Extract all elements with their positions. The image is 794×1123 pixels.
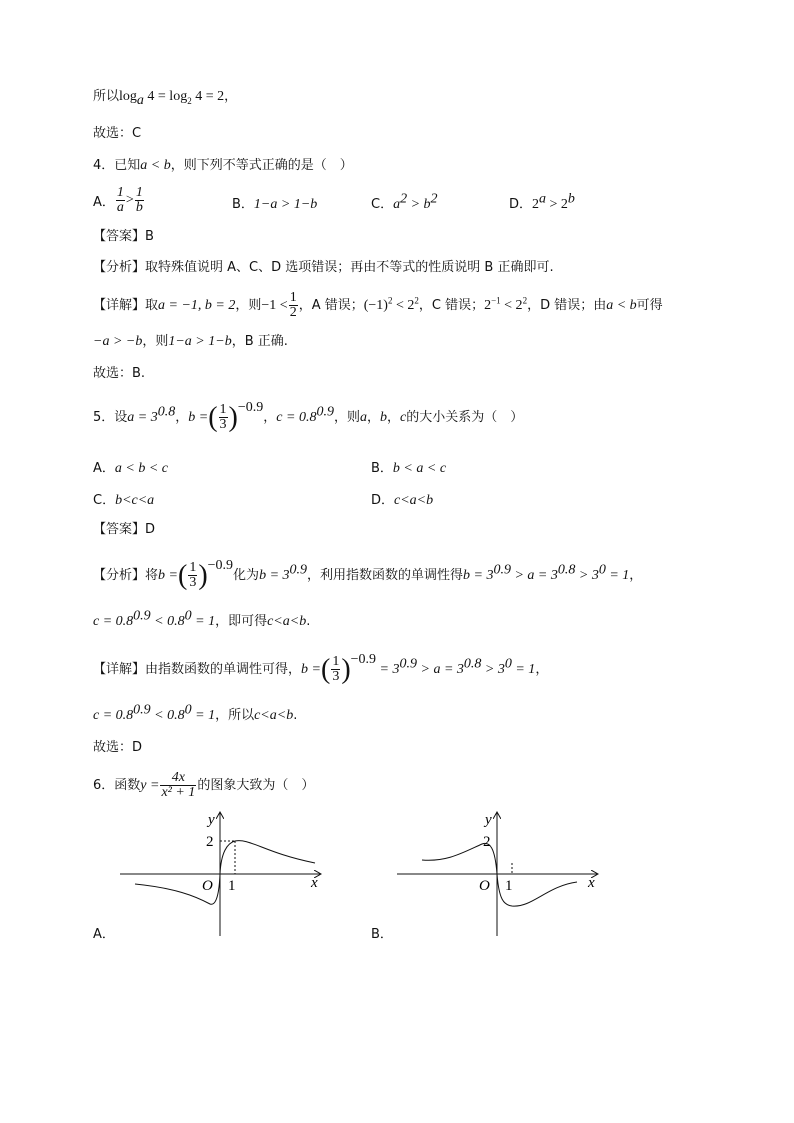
prev-conclusion-line: 所以$\log_a 4 = \log_2 4 = 2$， <box>93 89 238 108</box>
x-tick-label: 1 <box>228 878 236 894</box>
x-axis-label: x <box>588 875 595 891</box>
q4-option-a: A． $\frac{1}{a}$ > $\frac{1}{b}$ <box>93 185 143 215</box>
q4-analysis: 【分析】取特殊值说明 A、C、D 选项错误；再由不等式的性质说明 B 正确即可. <box>93 260 554 275</box>
q4-detail-line2: −a > −b，则1−a > 1−b，B 正确. <box>93 334 288 349</box>
q4-final: 故选：B. <box>93 366 146 381</box>
q5-stem: 5．设$a = 3^{0.8}$，b = ( $\frac{1}{3}$ ) $^{-0.9}$ ，$c = 0.8^{0.9}$，则a，b，c的大小关系为（ ） <box>93 399 524 433</box>
q6-stem: 6．函数y = $\frac{4x}{\text{x² + 1}}$ 的图象大致为（ ） <box>93 770 315 800</box>
y-tick-label: 2 <box>483 834 491 850</box>
graph-a-curve <box>135 841 315 905</box>
text: 所以 <box>93 89 120 104</box>
y-tick-label: 2 <box>206 834 214 850</box>
x-tick-label: 1 <box>505 878 513 894</box>
q4-answer: 【答案】B <box>93 229 154 244</box>
q4-detail-line1: 【详解】取a = −1, b = 2，则−1 < $\frac{1}{2}$ ，A 错误；$(-1)^2 < 2^2$，C 错误；$2^{-1} < 2^2$，D 错误；由a < b可得 <box>93 290 663 320</box>
q5-option-c: C．b<c<a <box>93 493 155 508</box>
q5-option-d: D．c<a<b <box>371 493 434 508</box>
graph-b <box>392 808 607 940</box>
prev-answer-line: 故选：C <box>93 126 142 141</box>
q5-analysis-line2: $c = 0.8^{0.9} < 0.8^0 = 1$，即可得c<a<b. <box>93 608 311 629</box>
q5-analysis-line1: 【分析】将b = ( $\frac{1}{3}$ ) $^{-0.9}$ 化为$b = 3^{0.9}$，利用指数函数的单调性得$b = 3^{0.9} > a = 3^{0.8} > 3^0 = 1$， <box>93 557 643 591</box>
q4-option-c: C．$a^2 > b^2$ <box>371 191 438 212</box>
origin-label: O <box>202 878 213 894</box>
q4-option-d: D．$2^a > 2^b$ <box>509 191 575 212</box>
q5-answer: 【答案】D <box>93 522 156 537</box>
graph-b-curve <box>422 843 577 906</box>
graph-a-label: A． <box>93 927 115 942</box>
graph-b-label: B． <box>371 927 393 942</box>
q5-final: 故选：D <box>93 740 143 755</box>
q5-detail-line1: 【详解】由指数函数的单调性可得，b = ( $\frac{1}{3}$ ) $^{-0.9}$ = $3^{0.9} > a = 3^{0.8} > 3^0 = 1$， <box>93 651 549 685</box>
graph-a <box>115 808 330 940</box>
y-axis-label: y <box>485 812 492 828</box>
q5-option-a: A．a < b < c <box>93 461 169 476</box>
x-axis-label: x <box>311 875 318 891</box>
origin-label: O <box>479 878 490 894</box>
y-axis-label: y <box>208 812 215 828</box>
q5-option-b: B．b < a < c <box>371 461 447 476</box>
math-log: $\log_a 4 = \log_2 4 = 2$ <box>119 89 225 108</box>
q4-option-b: B．1−a > 1−b <box>232 197 318 212</box>
q5-detail-line2: $c = 0.8^{0.9} < 0.8^0 = 1$，所以c<a<b. <box>93 702 298 723</box>
q4-stem: 4．已知a < b，则下列不等式正确的是（ ） <box>93 158 353 173</box>
